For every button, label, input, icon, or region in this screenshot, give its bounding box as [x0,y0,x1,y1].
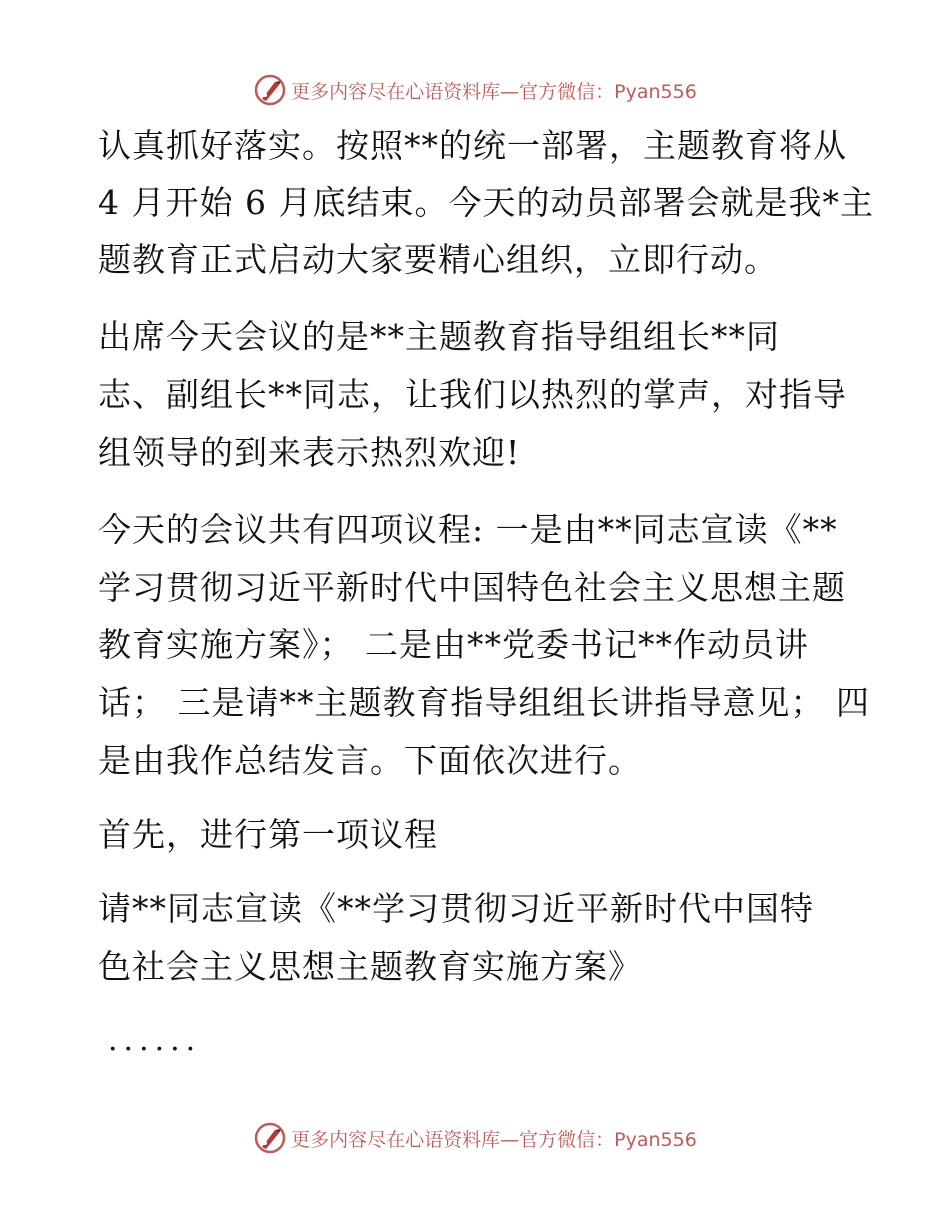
pen-logo-icon [253,1121,287,1155]
footer-banner [0,1118,950,1158]
text-line: 组领导的到来表示热烈欢迎! [98,433,521,472]
text-line: 是由我作总结发言。下面依次进行。 [98,741,642,780]
text-line: 请**同志宣读《**学习贯彻习近平新时代中国特 [98,889,814,928]
ellipsis: ······ [108,1032,202,1067]
text-line: 学习贯彻习近平新时代中国特色社会主义思想主题 [98,568,846,607]
text-line: 出席今天会议的是**主题教育指导组组长**同 [98,317,780,356]
text-line: 教育实施方案》； 二是由**党委书记**作动员讲 [98,625,809,664]
text-line: 志、副组长**同志，让我们以热烈的掌声，对指导 [98,375,847,414]
banner-text: 更多内容尽在心语资料库—官方微信：Pyan556 [291,1128,697,1151]
text-line: 认真抓好落实。按照**的统一部署，主题教育将从 [98,126,847,165]
header-banner [0,70,950,110]
text-line: 今天的会议共有四项议程: 一是由**同志宣读《** [98,510,838,549]
text-line: 首先，进行第一项议程 [98,815,438,854]
banner-text: 更多内容尽在心语资料库—官方微信：Pyan556 [291,80,697,103]
text-line: 话； 三是请**主题教育指导组组长讲指导意见； 四 [98,683,870,722]
text-line: 色社会主义思想主题教育实施方案》 [98,947,642,986]
text-line: 4 月开始 6 月底结束。今天的动员部署会就是我*主 [98,183,874,222]
pen-logo-icon [253,73,287,107]
text-line: 题教育正式启动大家要精心组织，立即行动。 [98,240,778,279]
